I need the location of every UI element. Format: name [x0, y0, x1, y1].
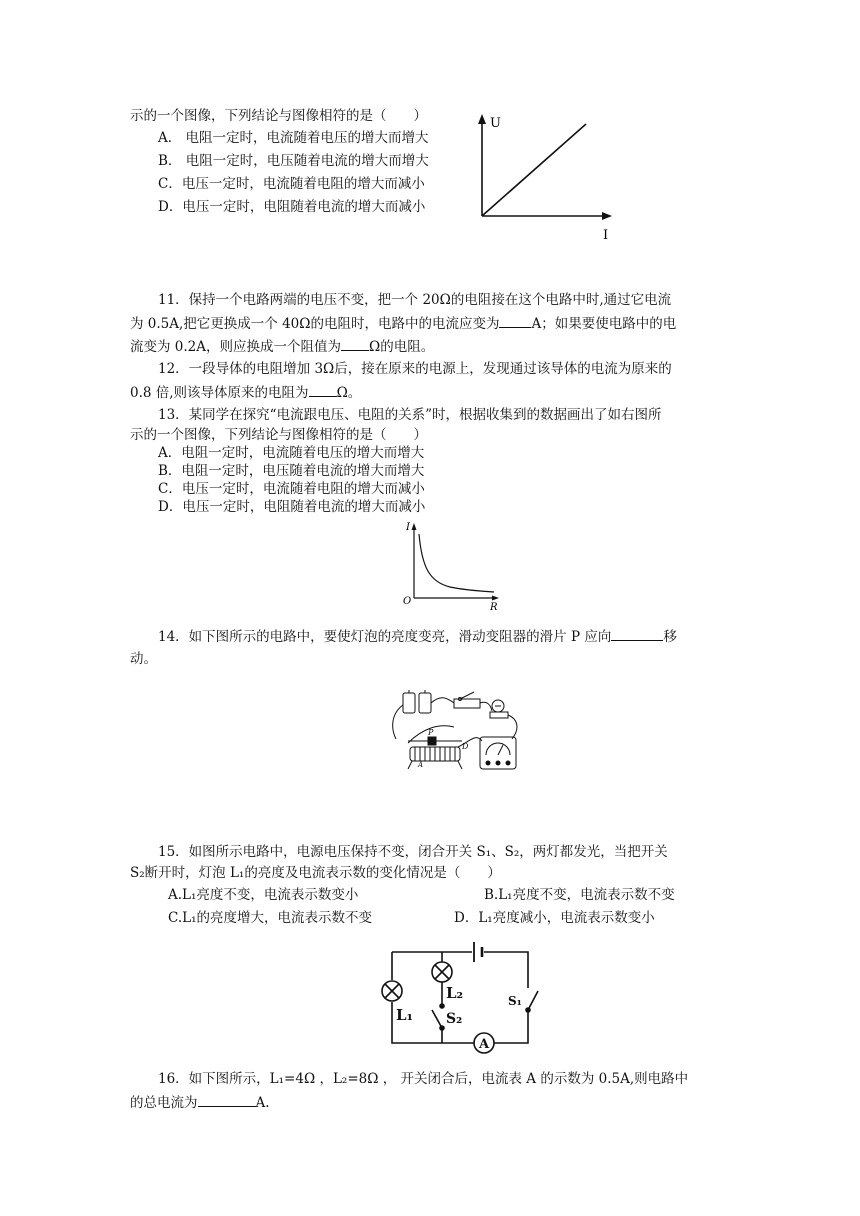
lamp-l1-icon [382, 981, 402, 1001]
q14-line1 [158, 626, 677, 647]
q15-circuit-diagram [370, 940, 550, 1060]
q10-option-a: A． 电阻一定时，电流随着电压的增大而增大 [158, 130, 429, 146]
q10-option-d: D．电压一定时，电阻随着电流的增大而减小 [158, 199, 426, 215]
q12-line1: 12．一段导体的电阻增加 3Ω后，接在原来的电源上，发现通过该导体的电流为原来的 [158, 361, 672, 377]
q15-option-b: B.L₁亮度不变，电流表示数不变 [484, 887, 675, 903]
q11-line2 [130, 313, 676, 334]
q13-option-d: D．电压一定时，电阻随着电流的增大而减小 [158, 499, 426, 515]
bulb-icon [490, 700, 508, 718]
lamp-l2-icon [432, 962, 452, 982]
q13-y-label: I [406, 522, 410, 533]
q10-x-arrow [602, 212, 612, 220]
q13-line1: 13．某同学在探究“电流跟电压、电阻的关系”时，根据收集到的数据画出了如右图所 [158, 407, 662, 423]
q13-option-b: B．电阻一定时，电压随着电流的增大而增大 [158, 463, 425, 479]
q11-line3-text-b: Ω的电阻。 [369, 339, 435, 355]
q12-line2-text-a: 0.8 倍,则该导体原来的电阻为 [130, 385, 309, 401]
switch-icon [454, 692, 480, 708]
q15-l2-label: L₂ [446, 984, 464, 1002]
q11-line2-text-b: A；如果要使电路中的电 [531, 316, 677, 332]
q16-line2 [130, 1092, 270, 1113]
q14-blank[interactable] [611, 626, 663, 641]
q16-line1: 16．如下图所示，L₁=4Ω ，L₂=8Ω ， 开关闭合后，电流表 A 的示数为 0.5A,则电路中 [158, 1071, 689, 1087]
q14-line1-text-b: 移 [663, 629, 677, 645]
q15-s2-label: S₂ [446, 1011, 463, 1027]
q11-blank-1[interactable] [499, 313, 531, 328]
battery-cells-icon [403, 690, 431, 713]
q12-line2-text-b: Ω。 [336, 385, 362, 401]
q11-line3 [130, 336, 434, 357]
q13-line2: 示的一个图像，下列结论与图像相符的是（ ） [130, 427, 427, 443]
q14-label-d: D [462, 742, 469, 751]
q13-origin-label: O [403, 596, 412, 607]
q10-option-c: C．电压一定时，电流随着电阻的增大而减小 [158, 176, 425, 192]
q13-y-arrow [412, 523, 417, 530]
q10-option-b: B． 电阻一定时，电压随着电流的增大而增大 [158, 153, 429, 169]
q15-s1-label: S₁ [508, 994, 522, 1008]
q15-line1: 15．如图所示电路中，电源电压保持不变，闭合开关 S₁、S₂，两灯都发光，当把开关 [158, 844, 668, 860]
switch-s2-icon [432, 1004, 444, 1030]
q14-line1-text-a: 14．如下图所示的电路中，要使灯泡的亮度变亮，滑动变阻器的滑片 P 应向 [158, 629, 612, 645]
q12-line2 [130, 382, 361, 403]
q11-blank-2[interactable] [341, 336, 369, 351]
q11-line3-text-a: 流变为 0.2A，则应换成一个阻值为 [130, 339, 342, 355]
q16-line2-text-b: A. [255, 1095, 270, 1111]
q14-label-p: P [428, 728, 434, 737]
switch-s1-icon [526, 991, 538, 1012]
q10-ui-graph [470, 110, 620, 245]
q16-blank[interactable] [198, 1092, 256, 1107]
q13-inverse-curve [419, 534, 494, 592]
q14-label-a: A [418, 761, 424, 769]
q14-circuit-figure [382, 683, 532, 783]
q13-option-a: A．电阻一定时，电流随着电压的增大而增大 [158, 445, 425, 461]
q16-line2-text-a: 的总电流为 [130, 1095, 198, 1111]
q14-line2: 动。 [130, 651, 157, 667]
q12-blank[interactable] [309, 382, 337, 397]
q13-ir-graph [398, 520, 508, 612]
q13-x-label: R [490, 602, 498, 613]
q11-line2-text-a: 为 0.5A,把它更换成一个 40Ω的电阻时，电路中的电流应变为 [130, 316, 500, 332]
q15-ammeter-label: A [479, 1037, 490, 1052]
q10-x-label: I [603, 228, 609, 243]
q15-option-c: C.L₁的亮度增大，电流表示数不变 [168, 910, 373, 926]
q10-proportional-line [482, 124, 586, 216]
q11-line1: 11．保持一个电路两端的电压不变，把一个 20Ω的电阻接在这个电路中时,通过它电流 [158, 292, 672, 308]
q13-x-arrow [492, 596, 499, 601]
q15-option-d: D．L₁亮度减小，电流表示数变小 [454, 910, 655, 926]
q10-y-label: U [490, 116, 501, 131]
q10-y-arrow [478, 114, 486, 124]
q15-option-a: A.L₁亮度不变，电流表示数变小 [168, 887, 359, 903]
q15-line2: S₂断开时，灯泡 L₁的亮度及电流表示数的变化情况是（ ） [130, 865, 501, 881]
ammeter-icon [480, 737, 516, 769]
q13-option-c: C．电压一定时，电流随着电阻的增大而减小 [158, 481, 425, 497]
wire-paths [393, 698, 517, 747]
q10-stem: 示的一个图像，下列结论与图像相符的是（ ） [130, 108, 427, 124]
rheostat-icon [408, 737, 462, 769]
q15-l1-label: L₁ [396, 1006, 414, 1024]
